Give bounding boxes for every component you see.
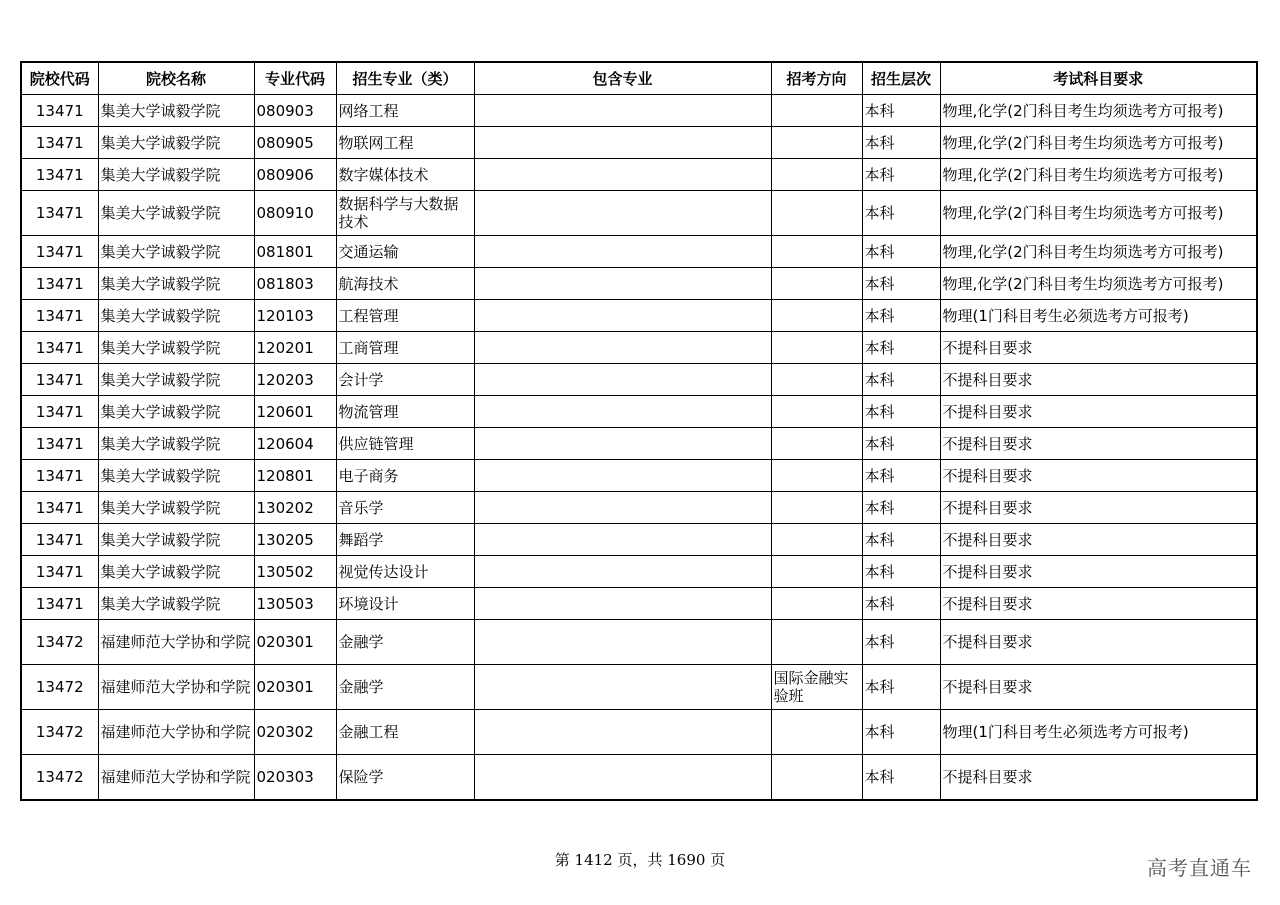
included-majors-cell — [474, 191, 771, 236]
table-row — [21, 460, 1257, 492]
direction-cell — [771, 396, 862, 428]
table-row — [21, 396, 1257, 428]
table-row — [21, 755, 1257, 801]
major-cell: 保险学 — [336, 755, 474, 801]
school-name-cell: 集美大学诚毅学院 — [98, 127, 254, 159]
major-code-cell: 130202 — [254, 492, 336, 524]
level-cell: 本科 — [862, 428, 940, 460]
direction-cell — [771, 191, 862, 236]
major-cell: 环境设计 — [336, 588, 474, 620]
school-name-cell: 集美大学诚毅学院 — [98, 396, 254, 428]
major-cell: 航海技术 — [336, 268, 474, 300]
major-code-cell: 120604 — [254, 428, 336, 460]
direction-cell — [771, 620, 862, 665]
header-row — [21, 62, 1257, 95]
level-cell: 本科 — [862, 268, 940, 300]
subject-requirements-cell: 物理,化学(2门科目考生均须选考方可报考) — [940, 236, 1257, 268]
table-row — [21, 268, 1257, 300]
school-code-cell: 13472 — [21, 755, 98, 801]
major-cell: 工程管理 — [336, 300, 474, 332]
subject-requirements-cell: 不提科目要求 — [940, 460, 1257, 492]
admissions-table — [20, 61, 1258, 801]
school-name-cell: 集美大学诚毅学院 — [98, 428, 254, 460]
direction-cell — [771, 524, 862, 556]
included-majors-cell — [474, 127, 771, 159]
level-cell: 本科 — [862, 236, 940, 268]
included-majors-cell — [474, 524, 771, 556]
school-name-cell: 福建师范大学协和学院 — [98, 665, 254, 710]
major-code-cell: 120103 — [254, 300, 336, 332]
subject-requirements-cell: 不提科目要求 — [940, 588, 1257, 620]
school-code-cell: 13471 — [21, 428, 98, 460]
subject-requirements-cell: 物理,化学(2门科目考生均须选考方可报考) — [940, 191, 1257, 236]
included-majors-cell — [474, 396, 771, 428]
included-majors-cell — [474, 268, 771, 300]
major-cell: 物流管理 — [336, 396, 474, 428]
major-code-cell: 020301 — [254, 620, 336, 665]
major-cell: 物联网工程 — [336, 127, 474, 159]
school-code-cell: 13471 — [21, 460, 98, 492]
major-code-cell: 020302 — [254, 710, 336, 755]
subject-requirements-cell: 不提科目要求 — [940, 492, 1257, 524]
direction-cell — [771, 95, 862, 127]
table-row — [21, 364, 1257, 396]
school-code-cell: 13471 — [21, 95, 98, 127]
school-name-cell: 集美大学诚毅学院 — [98, 236, 254, 268]
subject-requirements-cell: 不提科目要求 — [940, 332, 1257, 364]
major-code-cell: 080910 — [254, 191, 336, 236]
level-cell: 本科 — [862, 492, 940, 524]
level-cell: 本科 — [862, 755, 940, 801]
major-cell: 金融学 — [336, 620, 474, 665]
page-number: 第 1412 页，共 1690 页 — [554, 851, 726, 869]
watermark: 高考直通车 — [1147, 856, 1252, 880]
direction-cell — [771, 268, 862, 300]
level-cell: 本科 — [862, 524, 940, 556]
table-row — [21, 236, 1257, 268]
level-cell: 本科 — [862, 665, 940, 710]
school-code-cell: 13471 — [21, 332, 98, 364]
level-cell: 本科 — [862, 710, 940, 755]
level-cell: 本科 — [862, 127, 940, 159]
included-majors-cell — [474, 428, 771, 460]
level-cell: 本科 — [862, 460, 940, 492]
school-code-cell: 13471 — [21, 588, 98, 620]
school-name-cell: 集美大学诚毅学院 — [98, 268, 254, 300]
table-row — [21, 127, 1257, 159]
school-code-cell: 13472 — [21, 710, 98, 755]
direction-cell: 国际金融实验班 — [771, 665, 862, 710]
direction-cell — [771, 127, 862, 159]
table-row — [21, 710, 1257, 755]
table-row — [21, 428, 1257, 460]
school-code-cell: 13471 — [21, 268, 98, 300]
school-code-cell: 13471 — [21, 364, 98, 396]
school-name-cell: 集美大学诚毅学院 — [98, 364, 254, 396]
school-code-cell: 13471 — [21, 556, 98, 588]
header-major: 招生专业（类） — [336, 62, 474, 95]
table-row — [21, 300, 1257, 332]
major-code-cell: 130502 — [254, 556, 336, 588]
major-code-cell: 120203 — [254, 364, 336, 396]
level-cell: 本科 — [862, 332, 940, 364]
subject-requirements-cell: 物理,化学(2门科目考生均须选考方可报考) — [940, 95, 1257, 127]
direction-cell — [771, 159, 862, 191]
major-cell: 数据科学与大数据技术 — [336, 191, 474, 236]
header-level: 招生层次 — [862, 62, 940, 95]
subject-requirements-cell: 不提科目要求 — [940, 755, 1257, 801]
table-row — [21, 556, 1257, 588]
major-cell: 金融学 — [336, 665, 474, 710]
direction-cell — [771, 755, 862, 801]
table-row — [21, 588, 1257, 620]
table-row — [21, 159, 1257, 191]
major-code-cell: 081803 — [254, 268, 336, 300]
school-name-cell: 福建师范大学协和学院 — [98, 620, 254, 665]
school-code-cell: 13471 — [21, 236, 98, 268]
major-code-cell: 120801 — [254, 460, 336, 492]
level-cell: 本科 — [862, 95, 940, 127]
direction-cell — [771, 236, 862, 268]
level-cell: 本科 — [862, 556, 940, 588]
school-code-cell: 13471 — [21, 159, 98, 191]
included-majors-cell — [474, 556, 771, 588]
major-cell: 交通运输 — [336, 236, 474, 268]
subject-requirements-cell: 不提科目要求 — [940, 396, 1257, 428]
major-code-cell: 120601 — [254, 396, 336, 428]
level-cell: 本科 — [862, 159, 940, 191]
subject-requirements-cell: 物理,化学(2门科目考生均须选考方可报考) — [940, 127, 1257, 159]
direction-cell — [771, 460, 862, 492]
level-cell: 本科 — [862, 300, 940, 332]
direction-cell — [771, 300, 862, 332]
school-name-cell: 集美大学诚毅学院 — [98, 460, 254, 492]
level-cell: 本科 — [862, 364, 940, 396]
direction-cell — [771, 332, 862, 364]
subject-requirements-cell: 不提科目要求 — [940, 665, 1257, 710]
major-code-cell: 020303 — [254, 755, 336, 801]
direction-cell — [771, 364, 862, 396]
major-code-cell: 080906 — [254, 159, 336, 191]
school-name-cell: 福建师范大学协和学院 — [98, 710, 254, 755]
school-name-cell: 集美大学诚毅学院 — [98, 556, 254, 588]
included-majors-cell — [474, 332, 771, 364]
school-name-cell: 集美大学诚毅学院 — [98, 95, 254, 127]
major-code-cell: 120201 — [254, 332, 336, 364]
subject-requirements-cell: 不提科目要求 — [940, 620, 1257, 665]
included-majors-cell — [474, 492, 771, 524]
major-cell: 供应链管理 — [336, 428, 474, 460]
included-majors-cell — [474, 665, 771, 710]
included-majors-cell — [474, 95, 771, 127]
level-cell: 本科 — [862, 191, 940, 236]
school-name-cell: 集美大学诚毅学院 — [98, 159, 254, 191]
major-code-cell: 080905 — [254, 127, 336, 159]
included-majors-cell — [474, 588, 771, 620]
header-school-name: 院校名称 — [98, 62, 254, 95]
header-direction: 招考方向 — [771, 62, 862, 95]
school-code-cell: 13471 — [21, 524, 98, 556]
direction-cell — [771, 556, 862, 588]
header-school-code: 院校代码 — [21, 62, 98, 95]
level-cell: 本科 — [862, 588, 940, 620]
major-cell: 网络工程 — [336, 95, 474, 127]
major-code-cell: 020301 — [254, 665, 336, 710]
school-code-cell: 13471 — [21, 300, 98, 332]
major-cell: 视觉传达设计 — [336, 556, 474, 588]
table-row — [21, 620, 1257, 665]
level-cell: 本科 — [862, 620, 940, 665]
subject-requirements-cell: 物理,化学(2门科目考生均须选考方可报考) — [940, 268, 1257, 300]
included-majors-cell — [474, 236, 771, 268]
major-cell: 音乐学 — [336, 492, 474, 524]
major-code-cell: 081801 — [254, 236, 336, 268]
included-majors-cell — [474, 300, 771, 332]
subject-requirements-cell: 不提科目要求 — [940, 364, 1257, 396]
major-cell: 数字媒体技术 — [336, 159, 474, 191]
level-cell: 本科 — [862, 396, 940, 428]
direction-cell — [771, 710, 862, 755]
table-row — [21, 95, 1257, 127]
major-code-cell: 130205 — [254, 524, 336, 556]
header-subject-requirements: 考试科目要求 — [940, 62, 1257, 95]
school-name-cell: 集美大学诚毅学院 — [98, 588, 254, 620]
school-code-cell: 13471 — [21, 191, 98, 236]
school-code-cell: 13472 — [21, 665, 98, 710]
major-cell: 会计学 — [336, 364, 474, 396]
major-cell: 金融工程 — [336, 710, 474, 755]
school-name-cell: 集美大学诚毅学院 — [98, 524, 254, 556]
major-cell: 工商管理 — [336, 332, 474, 364]
table-row — [21, 665, 1257, 710]
included-majors-cell — [474, 620, 771, 665]
table-row — [21, 492, 1257, 524]
included-majors-cell — [474, 159, 771, 191]
subject-requirements-cell: 物理(1门科目考生必须选考方可报考) — [940, 300, 1257, 332]
direction-cell — [771, 588, 862, 620]
included-majors-cell — [474, 460, 771, 492]
school-code-cell: 13472 — [21, 620, 98, 665]
school-code-cell: 13471 — [21, 492, 98, 524]
subject-requirements-cell: 物理,化学(2门科目考生均须选考方可报考) — [940, 159, 1257, 191]
school-name-cell: 集美大学诚毅学院 — [98, 332, 254, 364]
major-cell: 舞蹈学 — [336, 524, 474, 556]
major-cell: 电子商务 — [336, 460, 474, 492]
header-major-code: 专业代码 — [254, 62, 336, 95]
school-code-cell: 13471 — [21, 396, 98, 428]
school-name-cell: 福建师范大学协和学院 — [98, 755, 254, 801]
included-majors-cell — [474, 755, 771, 801]
included-majors-cell — [474, 710, 771, 755]
school-code-cell: 13471 — [21, 127, 98, 159]
included-majors-cell — [474, 364, 771, 396]
table-row — [21, 332, 1257, 364]
direction-cell — [771, 428, 862, 460]
school-name-cell: 集美大学诚毅学院 — [98, 191, 254, 236]
subject-requirements-cell: 不提科目要求 — [940, 428, 1257, 460]
direction-cell — [771, 492, 862, 524]
subject-requirements-cell: 不提科目要求 — [940, 556, 1257, 588]
table-row — [21, 524, 1257, 556]
school-name-cell: 集美大学诚毅学院 — [98, 300, 254, 332]
subject-requirements-cell: 物理(1门科目考生必须选考方可报考) — [940, 710, 1257, 755]
header-included-majors: 包含专业 — [474, 62, 771, 95]
subject-requirements-cell: 不提科目要求 — [940, 524, 1257, 556]
table-row — [21, 191, 1257, 236]
major-code-cell: 130503 — [254, 588, 336, 620]
major-code-cell: 080903 — [254, 95, 336, 127]
school-name-cell: 集美大学诚毅学院 — [98, 492, 254, 524]
table-body — [21, 95, 1257, 801]
